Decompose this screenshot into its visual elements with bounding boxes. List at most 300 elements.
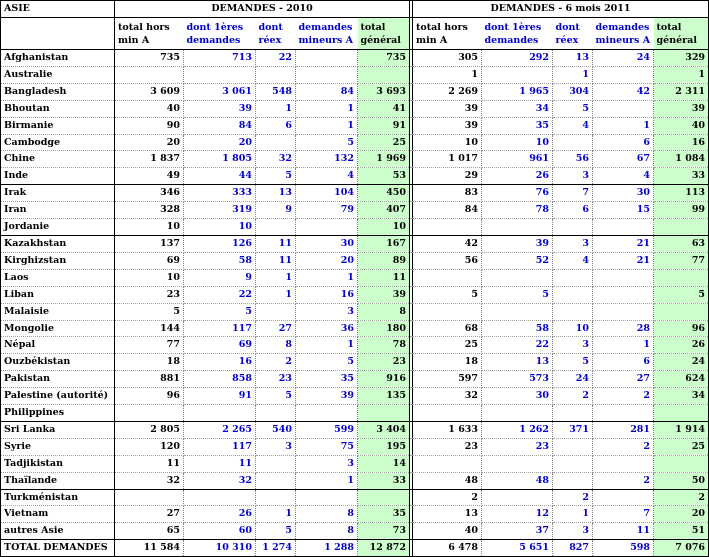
cell-reex-2010: 3 — [256, 438, 296, 455]
cell-reex-2010: 5 — [256, 388, 296, 405]
cell-total-general-2010: 78 — [358, 337, 410, 354]
table-row — [1, 50, 709, 67]
table-row — [1, 202, 709, 219]
cell-total-hors-min-2011 — [413, 303, 482, 320]
cell-total-hors-min-2010: 3 609 — [115, 83, 184, 100]
cell-reex-2010 — [256, 303, 296, 320]
cell-total-general-2011: 20 — [654, 506, 709, 523]
cell-mineurs-2011 — [593, 66, 654, 83]
cell-total-hors-min-2011: 40 — [413, 523, 482, 540]
header-premieres-demandes-2010: dont 1ères demandes — [184, 18, 256, 50]
cell-premieres-demandes-2011: 35 — [482, 117, 553, 134]
cell-premieres-demandes-2011 — [482, 66, 553, 83]
cell-premieres-demandes-2010: 39 — [184, 100, 256, 117]
country-name: Iran — [1, 202, 115, 219]
table-row — [1, 66, 709, 83]
cell-total-hors-min-2011: 39 — [413, 100, 482, 117]
table-row — [1, 117, 709, 134]
cell-mineurs-2010 — [296, 405, 358, 422]
cell-reex-2011 — [553, 286, 593, 303]
header-mineurs-2010: demandes mineurs A — [296, 18, 358, 50]
cell-total-hors-min-2010: 18 — [115, 354, 184, 371]
cell-premieres-demandes-2011: 1 965 — [482, 83, 553, 100]
cell-total-general-2010: 12 872 — [358, 540, 410, 557]
country-name: Sri Lanka — [1, 421, 115, 438]
country-name: Ouzbékistan — [1, 354, 115, 371]
cell-reex-2011 — [553, 455, 593, 472]
country-name: Pakistan — [1, 371, 115, 388]
cell-mineurs-2010: 599 — [296, 421, 358, 438]
cell-mineurs-2010: 3 — [296, 455, 358, 472]
cell-premieres-demandes-2010 — [184, 66, 256, 83]
cell-reex-2011: 3 — [553, 168, 593, 185]
cell-mineurs-2010: 35 — [296, 371, 358, 388]
cell-reex-2010: 1 — [256, 506, 296, 523]
header-reex-2011: dont réex — [553, 18, 593, 50]
cell-premieres-demandes-2010: 126 — [184, 235, 256, 252]
cell-premieres-demandes-2010: 16 — [184, 354, 256, 371]
cell-reex-2011: 4 — [553, 117, 593, 134]
country-name: Jordanie — [1, 219, 115, 236]
cell-premieres-demandes-2010: 333 — [184, 185, 256, 202]
cell-reex-2010: 27 — [256, 320, 296, 337]
cell-premieres-demandes-2011: 573 — [482, 371, 553, 388]
cell-mineurs-2010: 1 288 — [296, 540, 358, 557]
country-name: TOTAL DEMANDES — [1, 540, 115, 557]
cell-mineurs-2010: 79 — [296, 202, 358, 219]
cell-total-hors-min-2011: 5 — [413, 286, 482, 303]
cell-mineurs-2010 — [296, 489, 358, 506]
cell-total-hors-min-2010: 328 — [115, 202, 184, 219]
cell-reex-2011: 5 — [553, 100, 593, 117]
table-row — [1, 438, 709, 455]
cell-reex-2011: 13 — [553, 50, 593, 67]
cell-premieres-demandes-2010: 32 — [184, 472, 256, 489]
cell-reex-2011 — [553, 438, 593, 455]
cell-mineurs-2010: 1 — [296, 472, 358, 489]
cell-mineurs-2011 — [593, 100, 654, 117]
cell-total-general-2010: 89 — [358, 252, 410, 269]
cell-reex-2011: 3 — [553, 235, 593, 252]
cell-mineurs-2011: 42 — [593, 83, 654, 100]
table-row — [1, 286, 709, 303]
cell-premieres-demandes-2010: 1 805 — [184, 151, 256, 168]
table-row — [1, 455, 709, 472]
section-2010-title: DEMANDES - 2010 — [115, 1, 410, 18]
cell-total-general-2011: 51 — [654, 523, 709, 540]
cell-reex-2011: 304 — [553, 83, 593, 100]
cell-mineurs-2011: 67 — [593, 151, 654, 168]
cell-premieres-demandes-2011 — [482, 405, 553, 422]
cell-mineurs-2011 — [593, 405, 654, 422]
country-name: Vietnam — [1, 506, 115, 523]
country-name: Kazakhstan — [1, 235, 115, 252]
table-row — [1, 219, 709, 236]
cell-premieres-demandes-2010: 69 — [184, 337, 256, 354]
cell-reex-2011: 827 — [553, 540, 593, 557]
table-row — [1, 134, 709, 151]
table-row — [1, 168, 709, 185]
cell-reex-2011: 5 — [553, 354, 593, 371]
cell-total-general-2010: 180 — [358, 320, 410, 337]
cell-reex-2011: 10 — [553, 320, 593, 337]
cell-mineurs-2010: 36 — [296, 320, 358, 337]
cell-total-hors-min-2010: 40 — [115, 100, 184, 117]
table-row — [1, 388, 709, 405]
cell-premieres-demandes-2010: 319 — [184, 202, 256, 219]
cell-reex-2010: 11 — [256, 252, 296, 269]
cell-total-hors-min-2011 — [413, 219, 482, 236]
header-premieres-demandes-2011: dont 1ères demandes — [482, 18, 553, 50]
cell-mineurs-2010: 104 — [296, 185, 358, 202]
cell-mineurs-2011: 11 — [593, 523, 654, 540]
cell-premieres-demandes-2010: 3 061 — [184, 83, 256, 100]
section-2011-title: DEMANDES - 6 mois 2011 — [413, 1, 709, 18]
cell-reex-2010: 1 — [256, 100, 296, 117]
cell-mineurs-2011 — [593, 489, 654, 506]
cell-mineurs-2011 — [593, 303, 654, 320]
cell-premieres-demandes-2011: 961 — [482, 151, 553, 168]
cell-premieres-demandes-2010: 22 — [184, 286, 256, 303]
cell-mineurs-2010 — [296, 66, 358, 83]
table-row — [1, 235, 709, 252]
cell-mineurs-2010: 5 — [296, 134, 358, 151]
cell-total-general-2011: 96 — [654, 320, 709, 337]
country-name: Palestine (autorité) — [1, 388, 115, 405]
cell-total-general-2010: 407 — [358, 202, 410, 219]
table-row — [1, 320, 709, 337]
cell-total-hors-min-2011: 48 — [413, 472, 482, 489]
cell-total-hors-min-2010: 137 — [115, 235, 184, 252]
cell-total-hors-min-2011: 2 — [413, 489, 482, 506]
cell-total-general-2010: 53 — [358, 168, 410, 185]
cell-total-hors-min-2010 — [115, 66, 184, 83]
cell-total-general-2011: 113 — [654, 185, 709, 202]
cell-premieres-demandes-2011 — [482, 489, 553, 506]
cell-total-hors-min-2011: 6 478 — [413, 540, 482, 557]
cell-reex-2010: 23 — [256, 371, 296, 388]
cell-mineurs-2010 — [296, 219, 358, 236]
cell-premieres-demandes-2011: 292 — [482, 50, 553, 67]
table-row — [1, 303, 709, 320]
cell-total-hors-min-2010: 10 — [115, 269, 184, 286]
cell-reex-2010: 5 — [256, 168, 296, 185]
header-country-empty — [1, 18, 115, 50]
cell-premieres-demandes-2010: 11 — [184, 455, 256, 472]
table-row — [1, 83, 709, 100]
cell-total-hors-min-2010: 11 584 — [115, 540, 184, 557]
cell-mineurs-2011: 4 — [593, 168, 654, 185]
cell-mineurs-2010 — [296, 50, 358, 67]
table-row — [1, 523, 709, 540]
cell-reex-2010: 1 — [256, 269, 296, 286]
cell-reex-2010: 9 — [256, 202, 296, 219]
cell-total-hors-min-2010: 881 — [115, 371, 184, 388]
cell-total-hors-min-2011: 1 017 — [413, 151, 482, 168]
country-name: autres Asie — [1, 523, 115, 540]
cell-premieres-demandes-2010: 26 — [184, 506, 256, 523]
cell-total-hors-min-2011: 25 — [413, 337, 482, 354]
cell-total-general-2010: 41 — [358, 100, 410, 117]
cell-premieres-demandes-2010: 5 — [184, 303, 256, 320]
cell-reex-2011 — [553, 219, 593, 236]
country-name: Chine — [1, 151, 115, 168]
cell-total-general-2011 — [654, 455, 709, 472]
cell-premieres-demandes-2011: 76 — [482, 185, 553, 202]
cell-total-general-2011: 1 — [654, 66, 709, 83]
cell-reex-2010: 540 — [256, 421, 296, 438]
table-row — [1, 354, 709, 371]
cell-premieres-demandes-2011 — [482, 269, 553, 286]
cell-mineurs-2010: 8 — [296, 523, 358, 540]
cell-total-hors-min-2010 — [115, 489, 184, 506]
cell-total-general-2011: 50 — [654, 472, 709, 489]
table-row — [1, 100, 709, 117]
cell-premieres-demandes-2011: 52 — [482, 252, 553, 269]
cell-total-general-2011: 329 — [654, 50, 709, 67]
cell-total-hors-min-2011: 39 — [413, 117, 482, 134]
table-row — [1, 405, 709, 422]
cell-reex-2011 — [553, 472, 593, 489]
cell-reex-2010: 1 274 — [256, 540, 296, 557]
cell-mineurs-2011: 6 — [593, 134, 654, 151]
cell-premieres-demandes-2011: 39 — [482, 235, 553, 252]
cell-mineurs-2011: 1 — [593, 337, 654, 354]
cell-total-hors-min-2010: 5 — [115, 303, 184, 320]
cell-premieres-demandes-2011: 58 — [482, 320, 553, 337]
cell-total-general-2010: 916 — [358, 371, 410, 388]
country-name: Afghanistan — [1, 50, 115, 67]
cell-mineurs-2011: 21 — [593, 252, 654, 269]
cell-premieres-demandes-2010: 858 — [184, 371, 256, 388]
cell-reex-2010: 22 — [256, 50, 296, 67]
cell-mineurs-2011: 2 — [593, 438, 654, 455]
header-total-hors-min-2011: total hors min A — [413, 18, 482, 50]
cell-total-hors-min-2011: 29 — [413, 168, 482, 185]
country-name: Bangladesh — [1, 83, 115, 100]
country-name: Cambodge — [1, 134, 115, 151]
cell-total-hors-min-2011: 13 — [413, 506, 482, 523]
cell-reex-2010: 5 — [256, 523, 296, 540]
cell-total-general-2010: 195 — [358, 438, 410, 455]
cell-total-hors-min-2011: 597 — [413, 371, 482, 388]
cell-premieres-demandes-2011: 30 — [482, 388, 553, 405]
cell-total-hors-min-2011: 56 — [413, 252, 482, 269]
cell-reex-2010 — [256, 134, 296, 151]
cell-reex-2010: 1 — [256, 286, 296, 303]
total-row — [1, 540, 709, 557]
country-name: Tadjikistan — [1, 455, 115, 472]
cell-premieres-demandes-2010: 84 — [184, 117, 256, 134]
cell-mineurs-2011: 28 — [593, 320, 654, 337]
cell-premieres-demandes-2010: 2 265 — [184, 421, 256, 438]
cell-total-general-2011: 34 — [654, 388, 709, 405]
cell-total-hors-min-2011: 84 — [413, 202, 482, 219]
table-row — [1, 252, 709, 269]
country-name: Australie — [1, 66, 115, 83]
cell-total-general-2010: 73 — [358, 523, 410, 540]
cell-total-hors-min-2010: 120 — [115, 438, 184, 455]
header-total-general-2011: total général — [654, 18, 709, 50]
region-title: ASIE — [1, 1, 115, 18]
cell-total-general-2011: 1 084 — [654, 151, 709, 168]
cell-total-general-2010: 11 — [358, 269, 410, 286]
cell-total-hors-min-2011: 2 269 — [413, 83, 482, 100]
cell-total-hors-min-2010: 27 — [115, 506, 184, 523]
cell-total-general-2011 — [654, 303, 709, 320]
cell-reex-2010: 6 — [256, 117, 296, 134]
cell-total-hors-min-2011 — [413, 269, 482, 286]
cell-mineurs-2010: 1 — [296, 117, 358, 134]
cell-premieres-demandes-2011: 5 651 — [482, 540, 553, 557]
cell-total-general-2011 — [654, 219, 709, 236]
cell-total-hors-min-2010 — [115, 405, 184, 422]
cell-reex-2011: 2 — [553, 489, 593, 506]
cell-reex-2010 — [256, 472, 296, 489]
table-row — [1, 472, 709, 489]
cell-total-general-2011: 39 — [654, 100, 709, 117]
cell-mineurs-2010: 84 — [296, 83, 358, 100]
cell-premieres-demandes-2010: 9 — [184, 269, 256, 286]
header-mineurs-2011: demandes mineurs A — [593, 18, 654, 50]
cell-mineurs-2011: 281 — [593, 421, 654, 438]
cell-total-hors-min-2011: 42 — [413, 235, 482, 252]
cell-total-hors-min-2010: 20 — [115, 134, 184, 151]
cell-total-general-2011: 26 — [654, 337, 709, 354]
cell-mineurs-2011: 24 — [593, 50, 654, 67]
country-name: Irak — [1, 185, 115, 202]
cell-reex-2010: 548 — [256, 83, 296, 100]
cell-total-general-2011: 25 — [654, 438, 709, 455]
cell-total-hors-min-2011: 1 633 — [413, 421, 482, 438]
cell-premieres-demandes-2010 — [184, 405, 256, 422]
cell-premieres-demandes-2011: 12 — [482, 506, 553, 523]
header-reex-2010: dont réex — [256, 18, 296, 50]
cell-total-general-2011: 24 — [654, 354, 709, 371]
cell-reex-2011: 371 — [553, 421, 593, 438]
cell-mineurs-2010: 30 — [296, 235, 358, 252]
cell-mineurs-2011: 2 — [593, 472, 654, 489]
cell-total-hors-min-2010: 49 — [115, 168, 184, 185]
cell-premieres-demandes-2011: 78 — [482, 202, 553, 219]
cell-premieres-demandes-2010: 91 — [184, 388, 256, 405]
cell-total-hors-min-2011: 18 — [413, 354, 482, 371]
country-name: Bhoutan — [1, 100, 115, 117]
country-name: Laos — [1, 269, 115, 286]
cell-premieres-demandes-2011: 5 — [482, 286, 553, 303]
cell-reex-2010: 2 — [256, 354, 296, 371]
cell-reex-2010: 32 — [256, 151, 296, 168]
cell-mineurs-2011: 598 — [593, 540, 654, 557]
country-name: Birmanie — [1, 117, 115, 134]
cell-premieres-demandes-2010: 10 — [184, 219, 256, 236]
cell-reex-2010: 11 — [256, 235, 296, 252]
cell-premieres-demandes-2010: 713 — [184, 50, 256, 67]
cell-premieres-demandes-2011: 23 — [482, 438, 553, 455]
cell-total-hors-min-2010: 90 — [115, 117, 184, 134]
cell-total-hors-min-2011 — [413, 405, 482, 422]
cell-total-general-2011: 33 — [654, 168, 709, 185]
cell-total-general-2010: 91 — [358, 117, 410, 134]
cell-total-general-2010: 25 — [358, 134, 410, 151]
cell-reex-2010 — [256, 489, 296, 506]
cell-total-hors-min-2010: 11 — [115, 455, 184, 472]
cell-reex-2011: 4 — [553, 252, 593, 269]
cell-total-hors-min-2011: 10 — [413, 134, 482, 151]
cell-total-hors-min-2011: 305 — [413, 50, 482, 67]
cell-premieres-demandes-2011 — [482, 219, 553, 236]
cell-reex-2010 — [256, 455, 296, 472]
cell-total-hors-min-2011: 68 — [413, 320, 482, 337]
cell-mineurs-2010: 4 — [296, 168, 358, 185]
cell-total-hors-min-2010: 2 805 — [115, 421, 184, 438]
cell-total-general-2010: 167 — [358, 235, 410, 252]
cell-total-general-2011: 7 076 — [654, 540, 709, 557]
cell-premieres-demandes-2010: 58 — [184, 252, 256, 269]
cell-total-hors-min-2010: 735 — [115, 50, 184, 67]
country-name: Syrie — [1, 438, 115, 455]
cell-reex-2011 — [553, 405, 593, 422]
cell-mineurs-2010: 16 — [296, 286, 358, 303]
cell-reex-2010 — [256, 66, 296, 83]
table-row — [1, 185, 709, 202]
country-name: Turkménistan — [1, 489, 115, 506]
table-row — [1, 337, 709, 354]
cell-total-hors-min-2011: 1 — [413, 66, 482, 83]
cell-total-general-2010: 3 693 — [358, 83, 410, 100]
cell-premieres-demandes-2011: 10 — [482, 134, 553, 151]
cell-mineurs-2011: 1 — [593, 117, 654, 134]
table-body — [1, 50, 709, 557]
cell-total-general-2011: 40 — [654, 117, 709, 134]
header-total-hors-min-2010: total hors min A — [115, 18, 184, 50]
cell-reex-2011: 7 — [553, 185, 593, 202]
cell-reex-2011: 56 — [553, 151, 593, 168]
table-row — [1, 489, 709, 506]
cell-mineurs-2011: 7 — [593, 506, 654, 523]
cell-reex-2011: 2 — [553, 388, 593, 405]
cell-total-hors-min-2010: 32 — [115, 472, 184, 489]
cell-reex-2011: 24 — [553, 371, 593, 388]
cell-reex-2011 — [553, 303, 593, 320]
cell-total-hors-min-2010: 69 — [115, 252, 184, 269]
cell-mineurs-2010: 1 — [296, 337, 358, 354]
cell-total-hors-min-2011: 23 — [413, 438, 482, 455]
cell-reex-2011: 3 — [553, 523, 593, 540]
cell-mineurs-2010: 1 — [296, 269, 358, 286]
cell-total-general-2010: 3 404 — [358, 421, 410, 438]
cell-mineurs-2011: 2 — [593, 388, 654, 405]
cell-mineurs-2011: 30 — [593, 185, 654, 202]
cell-mineurs-2010: 1 — [296, 100, 358, 117]
cell-reex-2010 — [256, 219, 296, 236]
cell-total-hors-min-2010: 23 — [115, 286, 184, 303]
cell-total-hors-min-2011: 32 — [413, 388, 482, 405]
header-total-general-2010: total général — [358, 18, 410, 50]
cell-total-general-2010: 450 — [358, 185, 410, 202]
cell-reex-2010: 13 — [256, 185, 296, 202]
cell-reex-2011: 1 — [553, 66, 593, 83]
cell-total-hors-min-2010: 65 — [115, 523, 184, 540]
cell-reex-2010: 8 — [256, 337, 296, 354]
cell-total-hors-min-2011: 83 — [413, 185, 482, 202]
cell-premieres-demandes-2011: 13 — [482, 354, 553, 371]
cell-total-general-2010: 39 — [358, 286, 410, 303]
table-row — [1, 269, 709, 286]
cell-premieres-demandes-2010: 44 — [184, 168, 256, 185]
cell-mineurs-2011: 15 — [593, 202, 654, 219]
cell-premieres-demandes-2010: 10 310 — [184, 540, 256, 557]
